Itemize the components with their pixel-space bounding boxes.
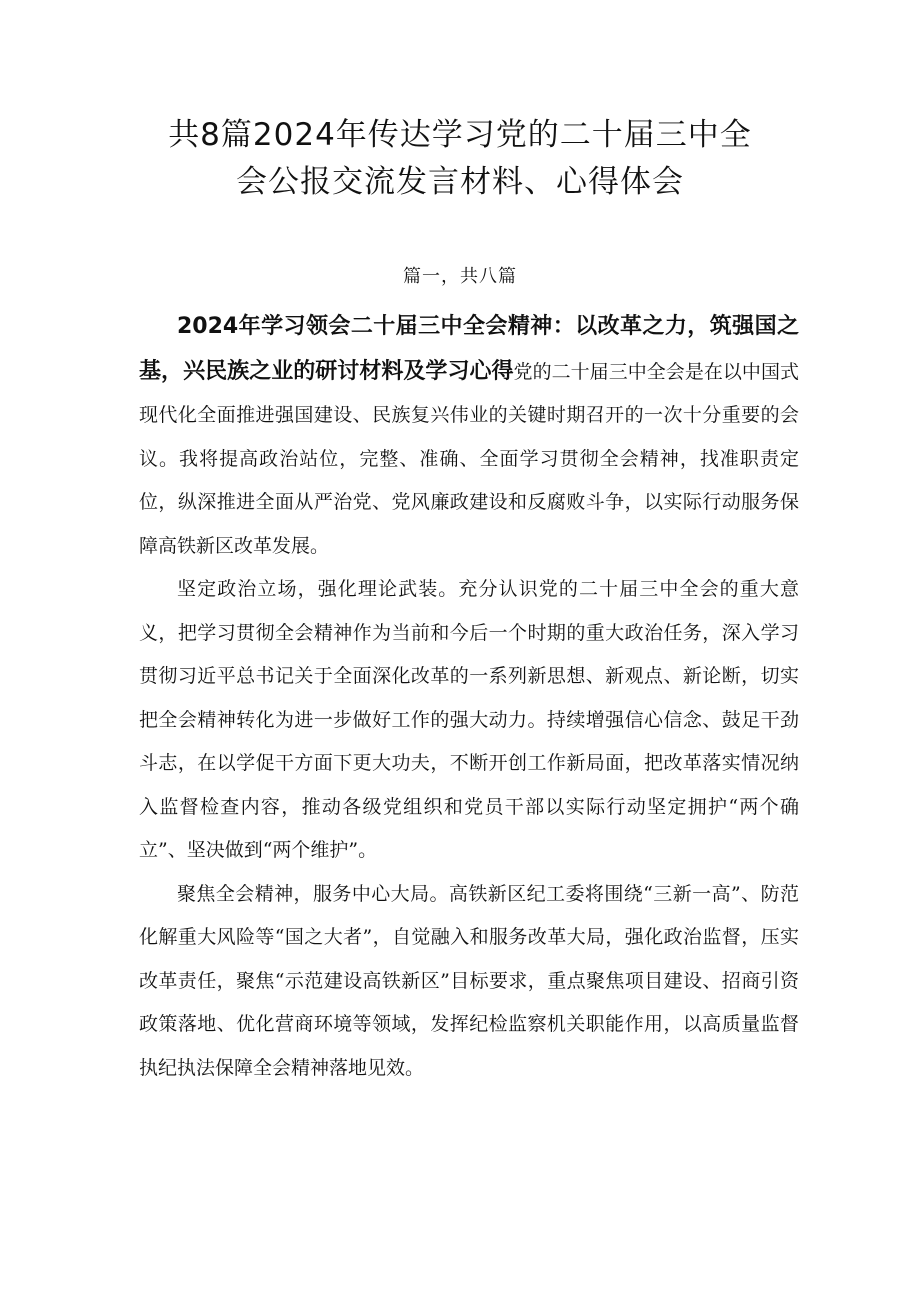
paragraph-3: 聚焦全会精神，服务中心大局。高铁新区纪工委将围绕“三新一高”、防范化解重大风险等“国之大者”，自觉融入和服务改革大局，强化政治监督，压实改革责任，聚焦“示范建设高铁新区”目标要求，重点聚焦项目建设、招商引资政策落地、优化营商环境等领域，发挥纪检监察机关职能作用，以高质量监督执纪执法保障全会精神落地见效。 — [139, 882, 799, 1079]
paragraph-1-heading: 2024年学习领会二十届三中全会精神：以改革之力，筑强国之基，兴民族之业的研讨材料及学习心得 — [139, 314, 799, 384]
paragraph-1 — [139, 305, 799, 568]
title-line-1: 共8篇2024年传达学习党的二十届三中全 — [168, 117, 752, 153]
section-label: 篇一，共八篇 — [403, 266, 517, 287]
paragraph-1-text: 党的二十届三中全会是在以中国式现代化全面推进强国建设、民族复兴伟业的关键时期召开的一次十分重要的会议。我将提高政治站位，完整、准确、全面学习贯彻全会精神，找准职责定位，纵深推进全面从严治党、党风廉政建设和反腐败斗争，以实际行动服务保障高铁新区改革发展。 — [139, 360, 799, 557]
document-body — [139, 305, 799, 1090]
paragraph-2: 坚定政治立场，强化理论武装。充分认识党的二十届三中全会的重大意义，把学习贯彻全会精神作为当前和今后一个时期的重大政治任务，深入学习贯彻习近平总书记关于全面深化改革的一系列新思想、新观点、新论断，切实把全会精神转化为进一步做好工作的强大动力。持续增强信心信念、鼓足干劲斗志，在以学促干方面下更大功夫，不断开创工作新局面，把改革落实情况纳入监督检查内容，推动各级党组织和党员干部以实际行动坚定拥护“两个确立”、坚决做到“两个维护”。 — [139, 578, 799, 861]
title-line-2: 会公报交流发言材料、心得体会 — [236, 164, 684, 200]
document-title — [120, 112, 800, 206]
